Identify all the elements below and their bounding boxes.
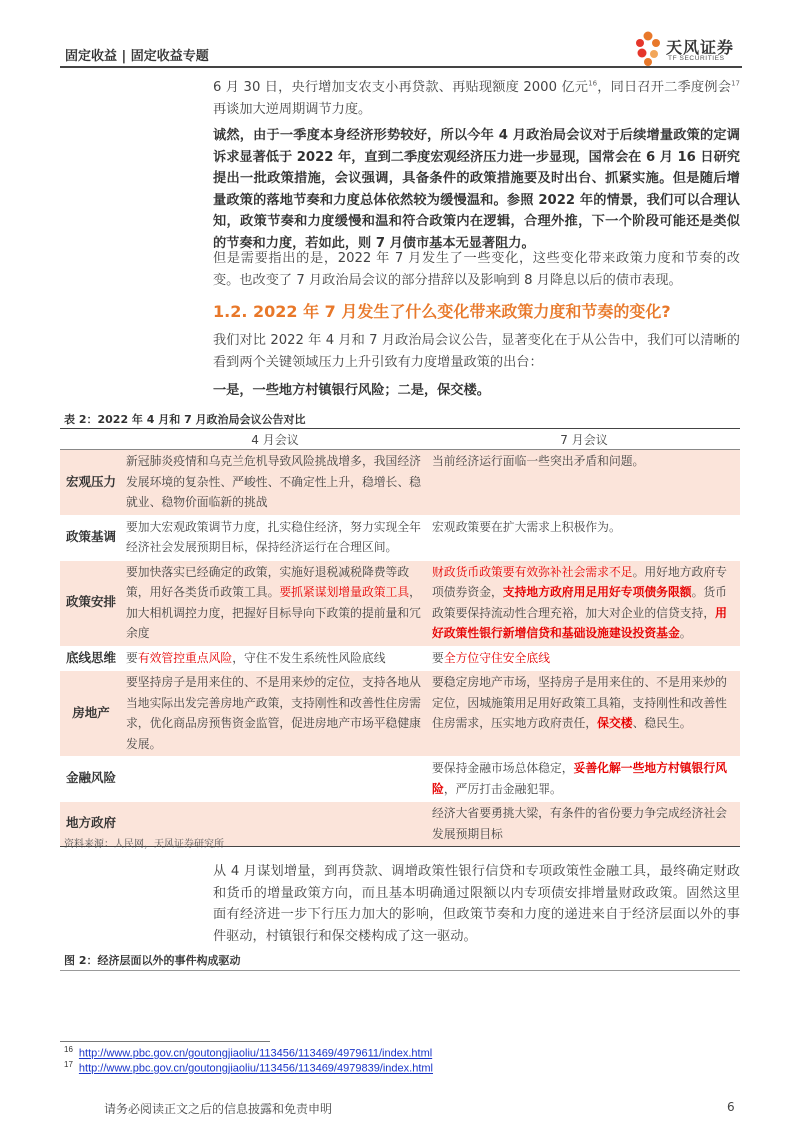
row-category: 地方政府 [60,802,122,847]
cell-text: 。货币政策要保持流动性合理充裕，加大对企业的信贷支持， [432,585,727,620]
cell-text: 要 [432,650,444,665]
highlight-text: 要抓紧谋划增量政策工具 [279,585,410,599]
cell-text: ，守住不发生系统性风险底线 [232,650,386,665]
logo-petal-icon [650,50,658,58]
disclaimer-footer: 请务必阅读正文之后的信息披露和免责申明 [104,1102,333,1116]
section-heading: 1.2. 2022 年 7 月发生了什么变化带来政策力度和节奏的变化? [213,302,671,321]
paragraph-key-pressures: 一是，一些地方村镇银行风险；二是，保交楼。 [213,383,490,398]
footnote-item [64,1060,433,1075]
page-number: 6 [727,1100,735,1114]
cell-april [122,560,428,646]
logo-petal-icon [652,39,660,47]
paragraph-event-drivers: 从 4 月谋划增量，到再贷款、调增政策性银行信贷和专项政策性金融工具，最终确定财政和货币的增量政策方向，而且基本明确通过限额以内专项债安排增量财政政策。固然这里面有经济进一步下行压力加大的影响，但政策节奏和力度的递进来自于经济层面以外的事件驱动，村镇银行和保交楼构成了这一驱动。 [213,864,740,944]
cell-july: 经济大省要勇挑大梁，有条件的省份要力争完成经济社会发展预期目标 [428,802,740,847]
cell-april: 新冠肺炎疫情和乌克兰危机导致风险挑战增多，我国经济发展环境的复杂性、严峻性、不确定性上升，稳增长、稳就业、稳物价面临新的挑战 [122,450,428,516]
logo-petal-icon [644,58,652,66]
table-row-real-estate [60,671,740,757]
cell-july [428,671,740,757]
logo-petal-icon [644,32,653,41]
table-row-tone [60,515,740,560]
cell-july [428,560,740,646]
paragraph-text: 再谈加大逆周期调节力度。 [213,101,372,117]
header-july: 7 月会议 [428,429,740,450]
cell-april: 要加大宏观政策调节力度，扎实稳住经济，努力实现全年经济社会发展预期目标，保持经济运行在合理区间。 [122,515,428,560]
footnote-number: 17 [64,1060,73,1069]
row-category: 金融风险 [60,757,122,802]
cell-text: 要保持金融市场总体稳定， [432,761,574,775]
table-header-row [60,429,740,450]
footnote-ref[interactable]: 16 [588,79,598,88]
cell-april [122,646,428,671]
cell-july [428,646,740,671]
row-category: 房地产 [60,671,122,757]
paragraph-text: 6 月 30 日，央行增加支农支小再贷款、再贴现额度 2000 亿元 [213,80,589,95]
footnote-divider [60,1041,270,1042]
highlight-text: 妥善化解一些地方村镇银行风险 [432,761,727,796]
row-category: 宏观压力 [60,450,122,516]
highlight-text: 支持地方政府用足用好专项债务限额 [502,585,692,599]
paragraph-comparison-intro: 我们对比 2022 年 4 月和 7 月政治局会议公告，显著变化在于从公告中，我们可以清晰的看到两个关键领域压力上升引致有力度增量政策的出台： [213,333,740,370]
logo-wordmark: 天风证券 [666,38,735,57]
table-row-macro [60,450,740,516]
paragraph-text: ，同日召开二季度例会 [597,80,732,95]
highlight-text: 全方位守住安全底线 [443,650,550,665]
table-row-bottom-line [60,646,740,671]
highlight-text: 保交楼 [597,716,633,730]
cell-july: 当前经济运行面临一些突出矛盾和问题。 [428,450,740,516]
highlight-text: 用好政策性银行新增信贷和基础设施建设投资基金 [432,605,727,640]
cell-july [428,757,740,802]
figure-divider [60,970,740,971]
header-empty [60,429,122,450]
cell-text: ，严厉打击金融犯罪。 [443,781,562,796]
report-category: 固定收益 | 固定收益专题 [65,49,209,64]
logo-petal-icon [636,39,644,47]
table-caption: 表 2：2022 年 4 月和 7 月政治局会议公告对比 [64,413,306,426]
cell-text: 、稳民生。 [632,716,692,730]
paragraph-july-change: 但是需要指出的是，2022 年 7 月发生了一些变化，这些变化带来政策力度和节奏的改变。也改变了 7 月政治局会议的部分措辞以及影响到 8 月降息以后的债市表现。 [213,251,740,288]
footnote-number: 16 [64,1045,73,1054]
table-source: 资料来源：人民网，天风证券研究所 [64,839,224,850]
cell-text: 要 [126,650,138,665]
meeting-comparison-table [60,428,740,847]
logo-petal-icon [638,49,647,58]
cell-april: 要坚持房子是用来住的、不是用来炒的定位，支持各地从当地实际出发完善房地产政策，支持刚性和改善性住房需求，优化商品房预售资金监管，促进房地产市场平稳健康发展。 [122,671,428,757]
footnote-item [64,1045,432,1060]
cell-text: ，加大相机调控力度，把握好目标导向下政策的提前量和冗余度 [126,585,421,640]
table-row-arrangement [60,560,740,646]
cell-april [122,757,428,802]
cell-text: 要加快落实已经确定的政策，实施好退税减税降费等政策，用好各类货币政策工具。 [126,564,410,599]
row-category: 政策安排 [60,560,122,646]
header-april: 4 月会议 [122,429,428,450]
cell-text: 。用好地方政府专项债券资金， [432,564,727,599]
cell-text: 。 [679,626,692,640]
row-category: 政策基调 [60,515,122,560]
table-row-financial-risk [60,757,740,802]
cell-july: 宏观政策要在扩大需求上积极作为。 [428,515,740,560]
row-category: 底线思维 [60,646,122,671]
paragraph-policy-analysis: 诚然，由于一季度本身经济形势较好，所以今年 4 月政治局会议对于后续增量政策的定调诉求显著低于 2022 年，直到二季度宏观经济压力进一步显现，国常会在 6 月 16 日研究提出一批政策措施，会议强调，具备条件的政策措施要及时出台、抓紧实施。但是随后增量政策的落地节奏和力度总体依然较为缓慢温和。参照 2022 年的情景，我们可以合理认知，政策节奏和力度缓慢和温和符合政策内在逻辑，合理外推，下一个阶段可能还是类似的节奏和力度，若如此，则 7 月债市基本无显著阻力。 [213,128,740,251]
logo-subtitle: TF SECURITIES [668,55,725,62]
figure-caption: 图 2：经济层面以外的事件构成驱动 [64,954,241,967]
highlight-text: 财政货币政策要有效弥补社会需求不足 [432,564,633,579]
cell-text: 要稳定房地产市场，坚持房子是用来住的、不是用来炒的定位，因城施策用足用好政策工具箱，支持刚性和改善性住房需求，压实地方政府责任， [432,675,727,730]
footnote-link[interactable]: http://www.pbc.gov.cn/goutongjiaoliu/113456/113469/4979611/index.html [78,1047,433,1060]
footnote-link[interactable]: http://www.pbc.gov.cn/goutongjiaoliu/113456/113469/4979839/index.html [78,1062,433,1075]
paragraph-refinancing [213,77,740,120]
highlight-text: 有效管控重点风险 [137,650,233,665]
footnote-ref[interactable]: 17 [731,79,741,88]
